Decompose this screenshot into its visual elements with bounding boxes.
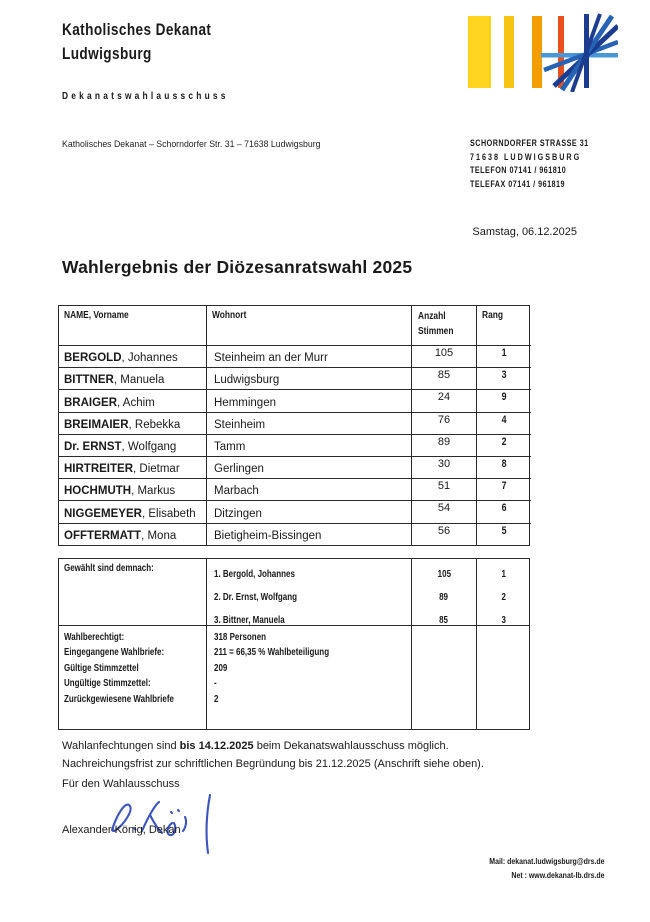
table-row-cell-rank bbox=[476, 389, 531, 411]
surname: OFFTERMATT bbox=[64, 529, 142, 542]
stat-value-eingegangene: 211 = 66,35 % Wahlbeteiligung bbox=[214, 647, 330, 659]
table-row-cell-wohnort bbox=[206, 478, 411, 500]
elected-and-stats-table bbox=[58, 558, 530, 730]
rank: 7 bbox=[501, 480, 507, 493]
header-cell-rang bbox=[476, 306, 531, 345]
table-row-cell-votes bbox=[411, 412, 476, 434]
elected-name-2: 2. Dr. Ernst, Wolfgang bbox=[214, 592, 297, 604]
footer-contact bbox=[464, 855, 605, 882]
surname: NIGGEMEYER bbox=[64, 507, 142, 520]
table-row-cell-rank bbox=[476, 523, 531, 545]
table-row-cell-wohnort bbox=[206, 367, 411, 389]
stat-label-gueltige: Gültige Stimmzettel bbox=[64, 662, 139, 674]
elected-rank-1: 1 bbox=[501, 569, 507, 580]
stat-value-zurueckgewiesene: 2 bbox=[214, 693, 219, 705]
table-row-cell-name bbox=[59, 478, 206, 500]
elected-rank-cell bbox=[476, 559, 531, 633]
department-line bbox=[62, 90, 270, 102]
votes: 105 bbox=[434, 347, 454, 359]
votes: 30 bbox=[437, 457, 451, 470]
table-row-cell-wohnort bbox=[206, 456, 411, 478]
elected-votes-1: 105 bbox=[437, 569, 451, 580]
header-anzahl-2: Stimmen bbox=[418, 325, 454, 337]
table-row-cell-name bbox=[59, 412, 206, 434]
stats-empty-votes-cell bbox=[411, 626, 476, 729]
stat-label-eingegangene: Eingegangene Wahlbriefe: bbox=[64, 647, 165, 659]
wohnort: Ludwigsburg bbox=[214, 374, 280, 387]
objection-note bbox=[62, 738, 484, 773]
header-cell-wohnort bbox=[206, 306, 411, 345]
department-text: Dekanatswahlausschuss bbox=[62, 90, 229, 102]
note-pre: Wahlanfechtungen sind bbox=[62, 740, 180, 752]
header-cell-name bbox=[59, 306, 206, 345]
table-row-cell-name bbox=[59, 367, 206, 389]
rank: 8 bbox=[501, 457, 507, 470]
elected-rank-3: 3 bbox=[501, 615, 507, 627]
given-name: , Elisabeth bbox=[141, 507, 196, 520]
given-name: , Wolfgang bbox=[121, 440, 177, 453]
rank: 2 bbox=[501, 435, 507, 448]
logo-bar-yellow bbox=[468, 16, 491, 88]
table-row-cell-rank bbox=[476, 478, 531, 500]
document-title: Wahlergebnis der Diözesanratswahl 2025 bbox=[62, 257, 413, 277]
footer-mail: Mail: dekanat.ludwigsburg@drs.de bbox=[489, 856, 605, 866]
given-name: , Markus bbox=[131, 485, 176, 498]
date-line: Samstag, 06.12.2025 bbox=[472, 226, 577, 238]
table-row-cell-votes bbox=[411, 434, 476, 456]
table-row-cell-rank bbox=[476, 367, 531, 389]
table-row-cell-rank bbox=[476, 412, 531, 434]
org-line1: Katholisches Dekanat bbox=[62, 20, 212, 39]
table-row-cell-wohnort bbox=[206, 434, 411, 456]
address-city: 71638 LUDWIGSBURG bbox=[470, 151, 582, 162]
note-line2: Nachreichungsfrist zur schriftlichen Begründung bis 21.12.2025 (Anschrift siehe oben). bbox=[62, 757, 484, 770]
table-row-cell-wohnort bbox=[206, 345, 411, 367]
table-row-cell-rank bbox=[476, 456, 531, 478]
votes: 85 bbox=[437, 369, 451, 382]
table-row-cell-wohnort bbox=[206, 389, 411, 411]
surname: BITTNER bbox=[64, 374, 114, 387]
wohnort: Steinheim an der Murr bbox=[214, 352, 328, 365]
rank: 6 bbox=[501, 502, 507, 515]
wohnort: Bietigheim-Bissingen bbox=[214, 529, 322, 542]
address-fax: TELEFAX 07141 / 961819 bbox=[470, 178, 566, 189]
header-wohnort: Wohnort bbox=[212, 309, 247, 321]
diocese-logo bbox=[466, 12, 618, 92]
address-street: SCHORNDORFER STRASSE 31 bbox=[470, 138, 589, 148]
votes: 89 bbox=[437, 435, 451, 448]
stats-empty-rank-cell bbox=[476, 626, 531, 729]
table-row-cell-rank bbox=[476, 434, 531, 456]
table-row-cell-votes bbox=[411, 367, 476, 389]
wohnort: Hemmingen bbox=[214, 396, 276, 409]
rank: 1 bbox=[501, 347, 507, 359]
elected-label: Gewählt sind demnach: bbox=[64, 563, 154, 574]
table-row-cell-votes bbox=[411, 500, 476, 522]
votes: 51 bbox=[437, 480, 451, 493]
logo-bar-navy bbox=[584, 14, 589, 88]
stat-label-zurueckgewiesene: Zurückgewiesene Wahlbriefe bbox=[64, 693, 174, 705]
elected-label-cell bbox=[59, 559, 206, 633]
given-name: , Mona bbox=[141, 529, 177, 542]
header-anzahl-1: Anzahl bbox=[418, 310, 446, 322]
contact-address-block bbox=[470, 137, 618, 191]
stat-value-gueltige: 209 bbox=[214, 662, 228, 674]
elected-votes-3: 85 bbox=[439, 615, 449, 627]
elected-name-1: 1. Bergold, Johannes bbox=[214, 569, 295, 580]
table-row-cell-name bbox=[59, 456, 206, 478]
wohnort: Tamm bbox=[214, 440, 246, 453]
given-name: , Manuela bbox=[113, 374, 165, 387]
surname: BRAIGER bbox=[64, 396, 118, 409]
stats-values-cell bbox=[206, 626, 411, 729]
given-name: , Dietmar bbox=[133, 463, 180, 476]
header-rang: Rang bbox=[482, 309, 503, 321]
footer-net: Net : www.dekanat-lb.drs.de bbox=[511, 869, 605, 880]
results-table bbox=[58, 305, 530, 546]
rank: 4 bbox=[501, 413, 507, 426]
given-name: , Johannes bbox=[121, 352, 178, 365]
table-row-cell-votes bbox=[411, 523, 476, 545]
table-row-cell-name bbox=[59, 434, 206, 456]
elected-names-cell bbox=[206, 559, 411, 633]
given-name: , Rebekka bbox=[128, 418, 181, 431]
note-post: beim Dekanatswahlausschuss möglich. bbox=[253, 740, 449, 752]
rank: 5 bbox=[501, 524, 507, 537]
statistics-block bbox=[59, 625, 529, 729]
stat-label-wahlberechtigt: Wahlberechtigt: bbox=[64, 632, 125, 643]
given-name: , Achim bbox=[117, 396, 155, 409]
elected-votes-cell bbox=[411, 559, 476, 633]
elected-name-3: 3. Bittner, Manuela bbox=[214, 615, 285, 627]
surname: HIRTREITER bbox=[64, 463, 133, 476]
stat-label-ungueltige: Ungültige Stimmzettel: bbox=[64, 678, 151, 690]
elected-block bbox=[59, 559, 529, 625]
wohnort: Gerlingen bbox=[214, 463, 264, 476]
surname: Dr. ERNST bbox=[64, 440, 122, 453]
table-row-cell-votes bbox=[411, 345, 476, 367]
surname: BERGOLD bbox=[64, 352, 122, 365]
table-row-cell-wohnort bbox=[206, 412, 411, 434]
votes: 24 bbox=[437, 391, 451, 404]
stat-value-ungueltige: - bbox=[214, 678, 217, 690]
table-row-cell-name bbox=[59, 389, 206, 411]
wohnort: Steinheim bbox=[214, 418, 266, 431]
table-row-cell-name bbox=[59, 523, 206, 545]
address-phone: TELEFON 07141 / 961810 bbox=[470, 165, 567, 175]
rank: 9 bbox=[501, 391, 507, 404]
org-line2: Ludwigsburg bbox=[62, 44, 152, 63]
header-name-bold: NAME, bbox=[64, 309, 92, 321]
header-cell-anzahl bbox=[411, 306, 476, 345]
table-row-cell-name bbox=[59, 500, 206, 522]
wohnort: Ditzingen bbox=[214, 507, 262, 520]
elected-rank-2: 2 bbox=[501, 592, 507, 604]
sender-text: Katholisches Dekanat – Schorndorfer Str. 31 – 71638 Ludwigsburg bbox=[62, 139, 321, 150]
votes: 54 bbox=[437, 502, 451, 515]
table-row-cell-votes bbox=[411, 478, 476, 500]
logo-bar-gold bbox=[504, 16, 514, 88]
logo-bar-orange bbox=[532, 16, 542, 88]
rank: 3 bbox=[501, 369, 507, 382]
table-row-cell-name bbox=[59, 345, 206, 367]
table-row-cell-wohnort bbox=[206, 500, 411, 522]
elected-votes-2: 89 bbox=[439, 592, 449, 604]
votes: 76 bbox=[437, 413, 451, 426]
organization-name bbox=[62, 18, 249, 66]
surname: BREIMAIER bbox=[64, 418, 129, 431]
signer-name: Alexander König, Dekan bbox=[62, 824, 181, 836]
table-row-cell-wohnort bbox=[206, 523, 411, 545]
note-deadline: bis 14.12.2025 bbox=[179, 740, 254, 752]
surname: HOCHMUTH bbox=[64, 485, 132, 498]
header-name-rest: Vorname bbox=[91, 309, 129, 321]
stats-labels-cell bbox=[59, 626, 206, 729]
wohnort: Marbach bbox=[214, 485, 259, 498]
closing-line: Für den Wahlausschuss bbox=[62, 778, 180, 790]
votes: 56 bbox=[437, 524, 451, 537]
sender-return-address bbox=[62, 139, 343, 150]
table-row-cell-votes bbox=[411, 389, 476, 411]
table-row-cell-rank bbox=[476, 345, 531, 367]
table-row-cell-rank bbox=[476, 500, 531, 522]
stat-value-wahlberechtigt: 318 Personen bbox=[214, 632, 267, 643]
table-row-cell-votes bbox=[411, 456, 476, 478]
